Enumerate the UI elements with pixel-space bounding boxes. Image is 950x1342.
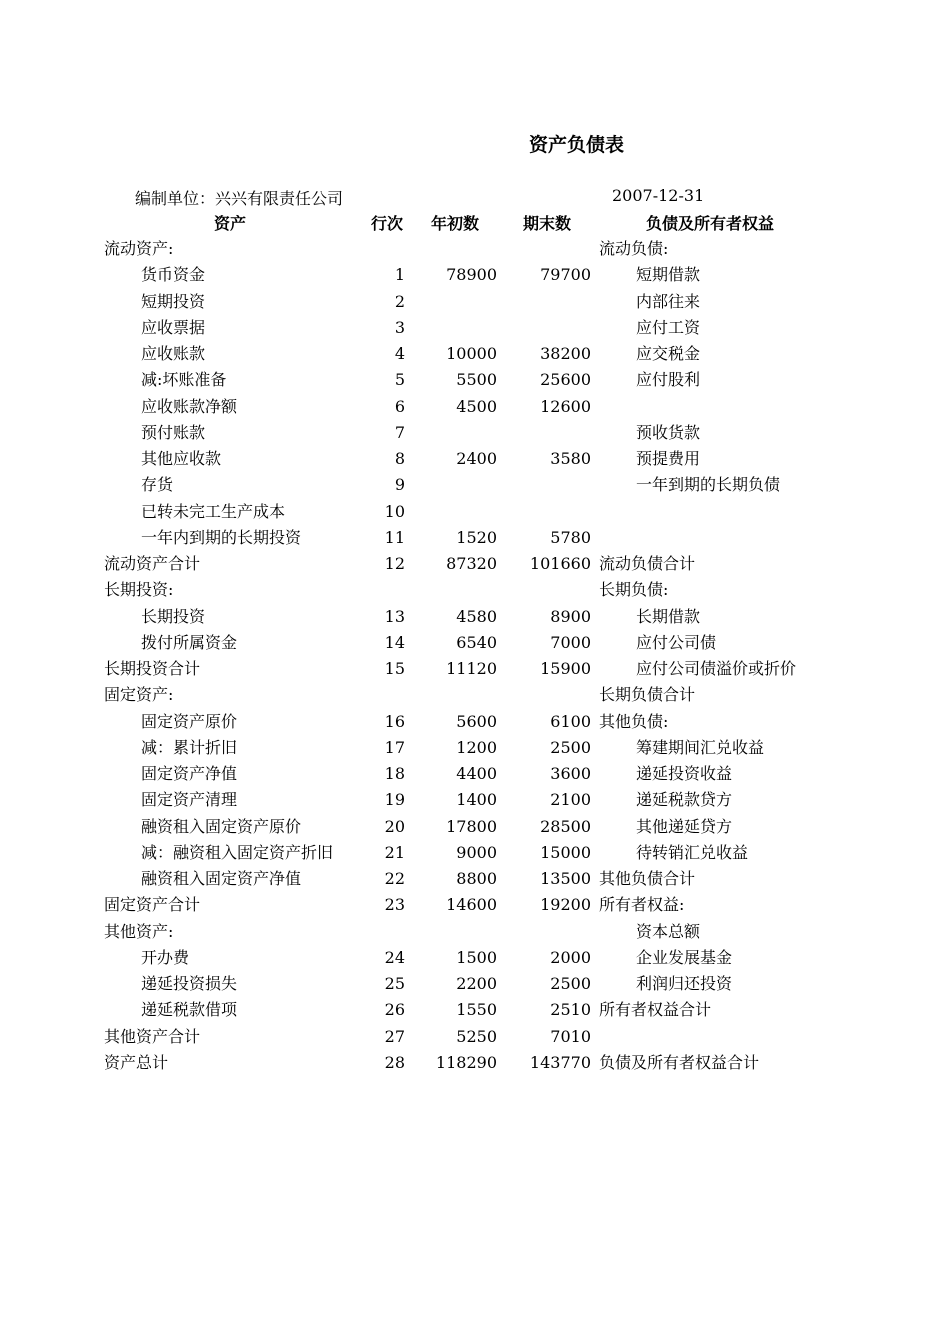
line-no-cell: 18 (384, 764, 405, 783)
line-no-cell: 15 (384, 659, 405, 678)
liability-cell: 应付工资 (636, 317, 701, 337)
asset-cell: 应收账款 (141, 344, 206, 363)
asset-cell: 预付账款 (141, 422, 206, 442)
liability-cell: 长期负债合计 (599, 685, 696, 705)
table-row (0, 289, 950, 315)
table-row (0, 499, 950, 525)
balance-sheet-rows (0, 236, 950, 1076)
table-row (0, 892, 950, 918)
ending-balance-cell: 13500 (540, 869, 591, 888)
asset-cell: 减:坏账准备 (141, 370, 227, 390)
header-ending-balance: 期末数 (522, 214, 571, 233)
beginning-balance-cell: 87320 (446, 554, 497, 573)
header-beginning-balance: 年初数 (430, 214, 479, 233)
ending-balance-cell: 143770 (529, 1052, 591, 1072)
table-row (0, 1050, 950, 1076)
table-row (0, 866, 950, 892)
table-row (0, 394, 950, 420)
ending-balance-cell: 15900 (540, 659, 591, 678)
liability-cell: 长期负债: (599, 580, 669, 600)
line-no-cell: 24 (384, 947, 405, 967)
liability-cell: 所有者权益: (599, 895, 685, 915)
ending-balance-cell: 7010 (550, 1026, 591, 1046)
liability-cell: 预提费用 (636, 449, 701, 468)
asset-cell: 长期投资合计 (104, 659, 201, 678)
liability-cell: 企业发展基金 (636, 947, 733, 967)
beginning-balance-cell: 1500 (456, 947, 497, 967)
table-row (0, 840, 950, 866)
liability-cell: 利润归还投资 (636, 974, 733, 993)
table-row (0, 709, 950, 735)
asset-cell: 长期投资 (141, 606, 206, 626)
beginning-balance-cell: 8800 (456, 869, 497, 888)
table-row (0, 577, 950, 603)
company-unit: 编制单位：兴兴有限责任公司 (135, 189, 344, 208)
header-line-no: 行次 (370, 214, 403, 233)
table-row (0, 814, 950, 840)
asset-cell: 一年内到期的长期投资 (141, 527, 302, 547)
asset-cell: 递延投资损失 (141, 974, 238, 993)
liability-cell: 短期借款 (636, 265, 701, 285)
beginning-balance-cell: 2400 (456, 449, 497, 468)
table-row (0, 472, 950, 498)
line-no-cell: 2 (394, 291, 405, 311)
table-row (0, 236, 950, 262)
liability-cell: 递延税款贷方 (636, 790, 733, 810)
beginning-balance-cell: 5500 (456, 370, 497, 390)
asset-cell: 应收账款净额 (141, 396, 238, 416)
liability-cell: 应付公司债 (636, 632, 717, 652)
asset-cell: 长期投资: (104, 580, 174, 600)
table-row (0, 262, 950, 288)
asset-cell: 流动资产: (104, 239, 174, 258)
ending-balance-cell: 12600 (540, 396, 591, 416)
asset-cell: 资产总计 (104, 1052, 169, 1072)
beginning-balance-cell: 17800 (446, 816, 497, 836)
ending-balance-cell: 101660 (529, 554, 591, 573)
ending-balance-cell: 8900 (550, 606, 591, 626)
table-row (0, 630, 950, 656)
asset-cell: 其他应收款 (141, 449, 222, 468)
liability-cell: 其他递延贷方 (636, 816, 733, 836)
line-no-cell: 1 (394, 265, 405, 285)
asset-cell: 递延税款借项 (141, 1000, 238, 1020)
beginning-balance-cell: 9000 (456, 842, 497, 862)
ending-balance-cell: 5780 (550, 527, 591, 547)
asset-cell: 固定资产合计 (104, 895, 201, 915)
beginning-balance-cell: 1200 (456, 737, 497, 757)
line-no-cell: 14 (384, 632, 405, 652)
line-no-cell: 7 (394, 422, 405, 442)
table-row (0, 761, 950, 787)
asset-cell: 融资租入固定资产净值 (141, 869, 302, 888)
ending-balance-cell: 2500 (550, 974, 591, 993)
table-row (0, 656, 950, 682)
beginning-balance-cell: 5600 (456, 711, 497, 731)
ending-balance-cell: 3580 (550, 449, 591, 468)
line-no-cell: 26 (384, 1000, 405, 1020)
liability-cell: 其他负债: (599, 711, 669, 731)
asset-cell: 已转未完工生产成本 (141, 501, 286, 521)
beginning-balance-cell: 10000 (446, 344, 497, 363)
beginning-balance-cell: 14600 (446, 895, 497, 915)
liability-cell: 递延投资收益 (636, 764, 733, 783)
liability-cell: 预收货款 (636, 422, 701, 442)
table-row (0, 682, 950, 708)
beginning-balance-cell: 4500 (456, 396, 497, 416)
table-row (0, 997, 950, 1023)
beginning-balance-cell: 1400 (456, 790, 497, 810)
ending-balance-cell: 7000 (550, 632, 591, 652)
line-no-cell: 27 (384, 1026, 405, 1046)
table-row (0, 787, 950, 813)
asset-cell: 开办费 (141, 947, 190, 967)
line-no-cell: 20 (384, 816, 405, 836)
table-row (0, 945, 950, 971)
page-title: 资产负债表 (528, 134, 624, 156)
report-date: 2007-12-31 (612, 186, 705, 205)
liability-cell: 资本总额 (636, 921, 701, 941)
asset-cell: 固定资产净值 (141, 764, 238, 783)
table-row (0, 420, 950, 446)
liability-cell: 待转销汇兑收益 (636, 842, 749, 862)
ending-balance-cell: 2510 (550, 1000, 591, 1020)
table-row (0, 735, 950, 761)
ending-balance-cell: 38200 (540, 344, 591, 363)
table-row (0, 525, 950, 551)
line-no-cell: 23 (384, 895, 405, 915)
asset-cell: 其他资产: (104, 921, 174, 941)
asset-cell: 其他资产合计 (104, 1026, 201, 1046)
table-row (0, 971, 950, 997)
line-no-cell: 12 (384, 554, 405, 573)
asset-cell: 固定资产清理 (141, 790, 238, 810)
table-row (0, 367, 950, 393)
header-liabilities-equity: 负债及所有者权益 (645, 214, 774, 233)
line-no-cell: 16 (384, 711, 405, 731)
beginning-balance-cell: 78900 (446, 265, 497, 285)
liability-cell: 筹建期间汇兑收益 (636, 737, 765, 757)
line-no-cell: 4 (394, 344, 405, 363)
ending-balance-cell: 15000 (540, 842, 591, 862)
ending-balance-cell: 6100 (550, 711, 591, 731)
line-no-cell: 3 (394, 317, 405, 337)
line-no-cell: 28 (384, 1052, 405, 1072)
liability-cell: 长期借款 (636, 606, 701, 626)
liability-cell: 所有者权益合计 (599, 1000, 712, 1020)
line-no-cell: 8 (394, 449, 405, 468)
asset-cell: 融资租入固定资产原价 (141, 816, 302, 836)
line-no-cell: 13 (384, 606, 405, 626)
table-row (0, 551, 950, 577)
liability-cell: 应付公司债溢价或折价 (636, 659, 797, 678)
asset-cell: 货币资金 (141, 265, 206, 285)
table-row (0, 315, 950, 341)
asset-cell: 短期投资 (141, 291, 206, 311)
ending-balance-cell: 2100 (550, 790, 591, 810)
liability-cell: 应交税金 (636, 344, 701, 363)
beginning-balance-cell: 11120 (446, 659, 497, 678)
asset-cell: 减：累计折旧 (141, 737, 238, 757)
beginning-balance-cell: 4580 (456, 606, 497, 626)
asset-cell: 减：融资租入固定资产折旧 (141, 842, 334, 862)
ending-balance-cell: 3600 (550, 764, 591, 783)
table-row (0, 604, 950, 630)
ending-balance-cell: 19200 (540, 895, 591, 915)
asset-cell: 固定资产原价 (141, 711, 238, 731)
line-no-cell: 9 (394, 475, 405, 495)
line-no-cell: 22 (384, 869, 405, 888)
asset-cell: 固定资产: (104, 685, 174, 705)
liability-cell: 应付股利 (636, 370, 701, 390)
line-no-cell: 6 (394, 396, 405, 416)
line-no-cell: 25 (384, 974, 405, 993)
asset-cell: 存货 (141, 475, 174, 495)
line-no-cell: 17 (384, 737, 405, 757)
beginning-balance-cell: 6540 (456, 632, 497, 652)
liability-cell: 内部往来 (636, 291, 701, 311)
beginning-balance-cell: 2200 (456, 974, 497, 993)
ending-balance-cell: 25600 (540, 370, 591, 390)
ending-balance-cell: 28500 (540, 816, 591, 836)
line-no-cell: 5 (394, 370, 405, 390)
liability-cell: 流动负债合计 (599, 554, 696, 573)
line-no-cell: 11 (384, 527, 405, 547)
table-row (0, 446, 950, 472)
ending-balance-cell: 2000 (550, 947, 591, 967)
line-no-cell: 19 (384, 790, 405, 810)
asset-cell: 应收票据 (141, 317, 206, 337)
asset-cell: 拨付所属资金 (141, 632, 238, 652)
ending-balance-cell: 79700 (540, 265, 591, 285)
line-no-cell: 10 (384, 501, 405, 521)
header-asset: 资产 (213, 214, 246, 233)
asset-cell: 流动资产合计 (104, 554, 201, 573)
ending-balance-cell: 2500 (550, 737, 591, 757)
table-row (0, 1024, 950, 1050)
liability-cell: 其他负债合计 (599, 869, 696, 888)
beginning-balance-cell: 118290 (435, 1052, 497, 1072)
beginning-balance-cell: 1520 (456, 527, 497, 547)
table-row (0, 919, 950, 945)
table-row (0, 341, 950, 367)
liability-cell: 流动负债: (599, 239, 669, 258)
liability-cell: 一年到期的长期负债 (636, 475, 781, 495)
liability-cell: 负债及所有者权益合计 (599, 1052, 760, 1072)
beginning-balance-cell: 1550 (456, 1000, 497, 1020)
beginning-balance-cell: 5250 (456, 1026, 497, 1046)
beginning-balance-cell: 4400 (456, 764, 497, 783)
line-no-cell: 21 (384, 842, 405, 862)
